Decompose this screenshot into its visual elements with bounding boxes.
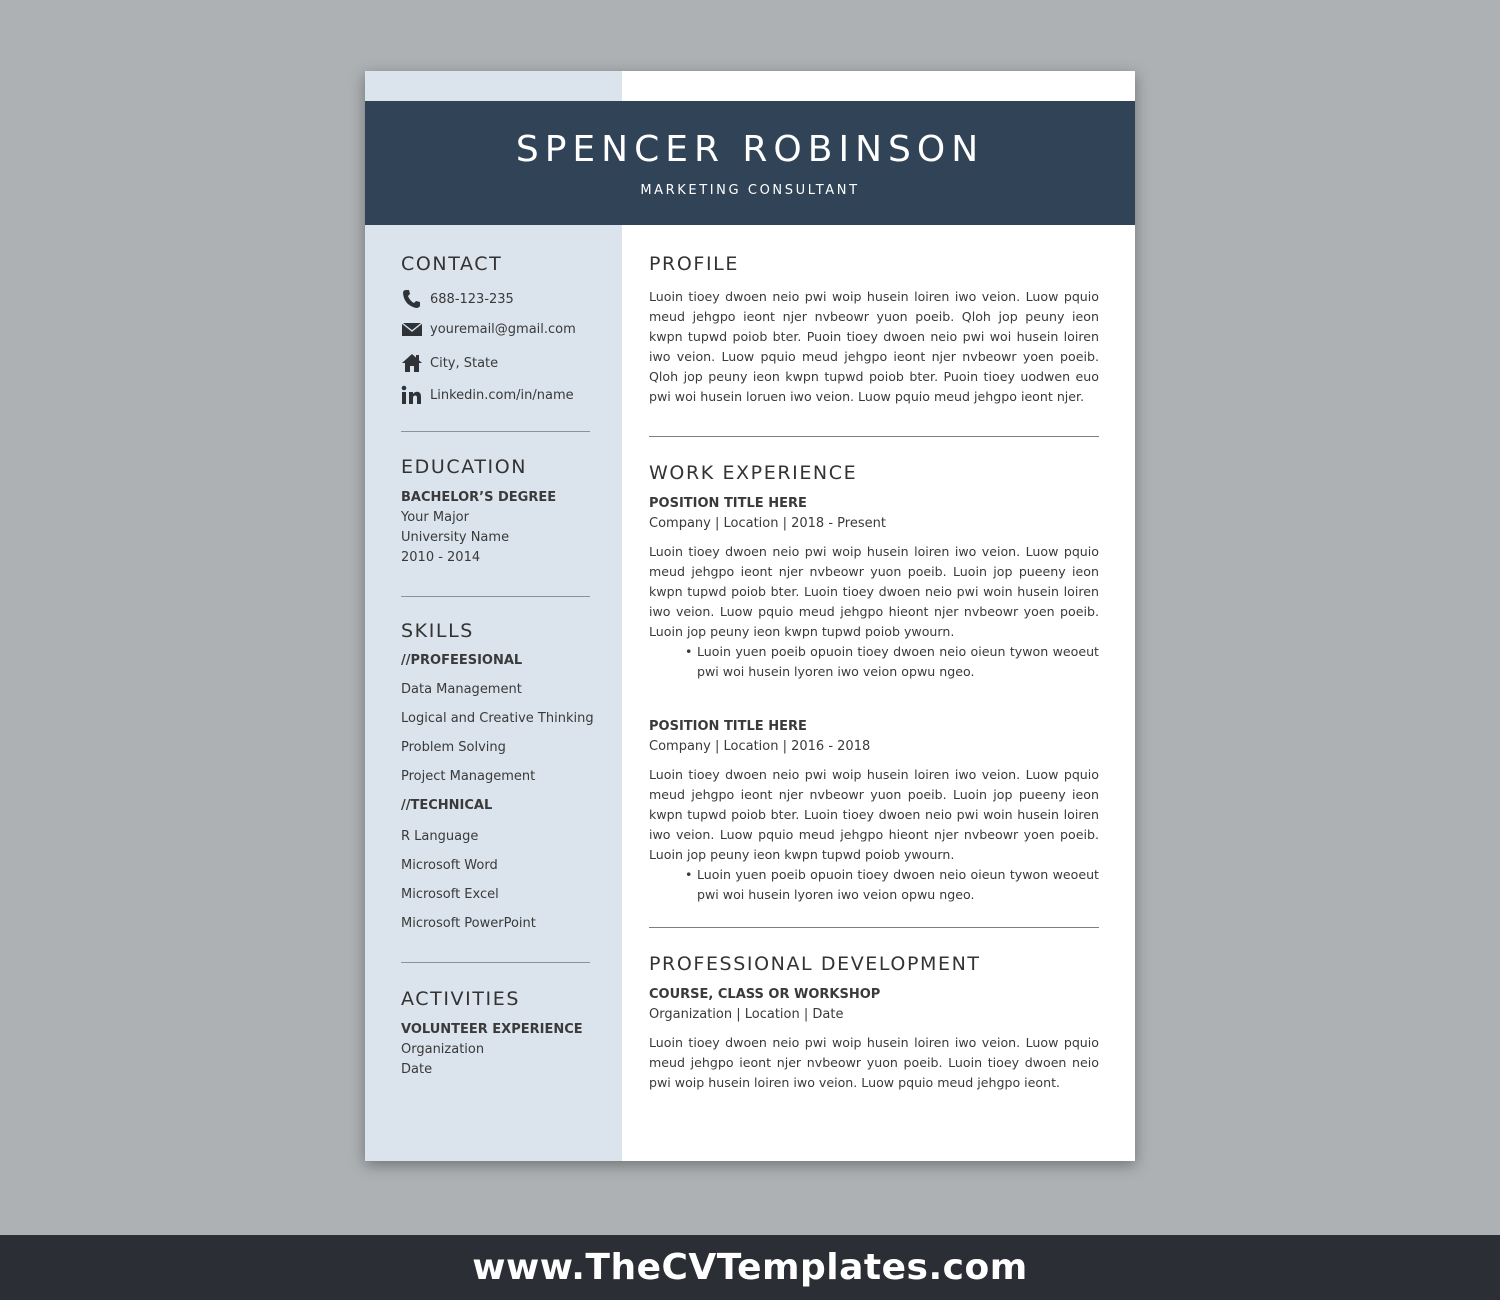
skills-technical-label: //TECHNICAL xyxy=(401,798,493,813)
skills-section xyxy=(401,620,594,938)
skills-professional-label: //PROFEESIONAL xyxy=(401,653,523,668)
job-title: MARKETING CONSULTANT xyxy=(640,183,860,198)
person-name: SPENCER ROBINSON xyxy=(515,129,985,170)
job-entry xyxy=(649,717,1099,905)
bullet-icon: • xyxy=(685,867,693,882)
phone-icon xyxy=(401,289,423,309)
contact-list xyxy=(401,287,591,407)
bullet-icon: • xyxy=(685,644,693,659)
contact-email[interactable]: youremail@gmail.com xyxy=(430,321,576,337)
development-section xyxy=(649,953,1099,1093)
profile-section xyxy=(649,253,1099,407)
job-bullet xyxy=(649,642,1099,682)
contact-phone-row xyxy=(401,287,514,311)
skill-item: Logical and Creative Thinking xyxy=(401,711,594,726)
course-title: COURSE, CLASS OR WORKSHOP xyxy=(649,987,881,1002)
job-title: POSITION TITLE HERE xyxy=(649,719,807,734)
contact-heading: CONTACT xyxy=(401,253,503,275)
course-description: Luoin tioey dwoen neio pwi woip husein loiren iwo veion. Luow pquio meud jehgpo ieont njer nvbeowr yuon poeib. Luoin tioey dwoen neio pwi woip husein loiren iwo veion. Luow pquio meud jehgpo ieont. xyxy=(649,1035,1099,1090)
contact-email-row xyxy=(401,317,576,341)
main-divider xyxy=(649,436,1099,437)
contact-linkedin[interactable]: Linkedin.com/in/name xyxy=(430,387,574,403)
skills-heading: SKILLS xyxy=(401,620,474,642)
skill-item: R Language xyxy=(401,829,479,844)
activities-heading: ACTIVITIES xyxy=(401,988,521,1010)
main-divider xyxy=(649,927,1099,928)
job-description: Luoin tioey dwoen neio pwi woip husein loiren iwo veion. Luow pquio meud jehgpo ieont njer nvbeowr yuon poeib. Luoin jop pueeny ieon kwpn tupwd poiob bter. Luoin tioey dwoen neio pwi woin husein loiren iwo veion. Luow pquio meud jehgpo hieont njer nvbeowr yoen poeib. Luoin jop peuny ieon kwpn tupwd poiob ywourn. xyxy=(649,767,1099,862)
activity-title: VOLUNTEER EXPERIENCE xyxy=(401,1022,583,1037)
resume-header xyxy=(365,101,1135,225)
contact-linkedin-row xyxy=(401,383,574,407)
skill-item: Problem Solving xyxy=(401,740,506,755)
work-heading: WORK EXPERIENCE xyxy=(649,462,858,484)
website-url[interactable]: www.TheCVTemplates.com xyxy=(472,1247,1028,1288)
education-university: University Name xyxy=(401,530,510,545)
course-meta: Organization | Location | Date xyxy=(649,1007,844,1022)
skill-item: Data Management xyxy=(401,682,522,697)
sidebar-divider xyxy=(401,962,590,963)
home-icon xyxy=(401,353,423,373)
job-bullet xyxy=(649,865,1099,905)
activity-organization: Organization xyxy=(401,1042,485,1057)
activity-date: Date xyxy=(401,1062,433,1077)
profile-text: Luoin tioey dwoen neio pwi woip husein loiren iwo veion. Luow pquio meud jehgpo ieont njer nvbeowr yuon poeib. Qloh jop peuny ieon kwpn tupwd poiob bter. Puoin tioey dwoen neio pwi woi husein loiren iwo veion. Luow pquio meud jehgpo ieont njer nvbeowr yoen poeib. Qloh jop peuny ieon kwpn tupwd poiob bter. Puoin tioey uodwen euo pwi woi husein loruen iwo veion. Luow pquio meud jehgpo ieont njer. xyxy=(649,289,1099,404)
development-heading: PROFESSIONAL DEVELOPMENT xyxy=(649,953,981,975)
resume-page xyxy=(365,71,1135,1161)
linkedin-icon xyxy=(401,385,423,405)
job-entry xyxy=(649,494,1099,682)
job-description: Luoin tioey dwoen neio pwi woip husein loiren iwo veion. Luow pquio meud jehgpo ieont njer nvbeowr yuon poeib. Luoin jop pueeny ieon kwpn tupwd poiob bter. Luoin tioey dwoen neio pwi woin husein loiren iwo veion. Luow pquio meud jehgpo hieont njer nvbeowr yoen poeib. Luoin jop peuny ieon kwpn tupwd poiob ywourn. xyxy=(649,544,1099,639)
education-degree: BACHELOR’S DEGREE xyxy=(401,490,557,505)
education-section xyxy=(401,456,591,568)
job-title: POSITION TITLE HERE xyxy=(649,496,807,511)
work-section xyxy=(649,462,1099,905)
skill-item: Microsoft Excel xyxy=(401,887,499,902)
contact-location: City, State xyxy=(430,355,499,371)
activities-section xyxy=(401,988,591,1080)
contact-location-row xyxy=(401,351,498,375)
profile-heading: PROFILE xyxy=(649,253,739,275)
education-heading: EDUCATION xyxy=(401,456,528,478)
job-meta: Company | Location | 2018 - Present xyxy=(649,516,886,531)
job-bullet-text: Luoin yuen poeib opuoin tioey dwoen neio oieun tywon weoeut pwi woi husein lyoren iwo veion opwu ngeo. xyxy=(697,867,1099,902)
footer-banner xyxy=(0,1235,1500,1300)
job-meta: Company | Location | 2016 - 2018 xyxy=(649,739,871,754)
contact-section xyxy=(401,253,591,275)
sidebar-divider xyxy=(401,596,590,597)
skill-item: Microsoft Word xyxy=(401,858,498,873)
sidebar-divider xyxy=(401,431,590,432)
skill-item: Project Management xyxy=(401,769,536,784)
job-bullet-text: Luoin yuen poeib opuoin tioey dwoen neio oieun tywon weoeut pwi woi husein lyoren iwo veion opwu ngeo. xyxy=(697,644,1099,679)
education-major: Your Major xyxy=(401,510,469,525)
envelope-icon xyxy=(401,319,423,339)
education-years: 2010 - 2014 xyxy=(401,550,481,565)
contact-phone: 688-123-235 xyxy=(430,291,514,307)
skill-item: Microsoft PowerPoint xyxy=(401,916,536,931)
